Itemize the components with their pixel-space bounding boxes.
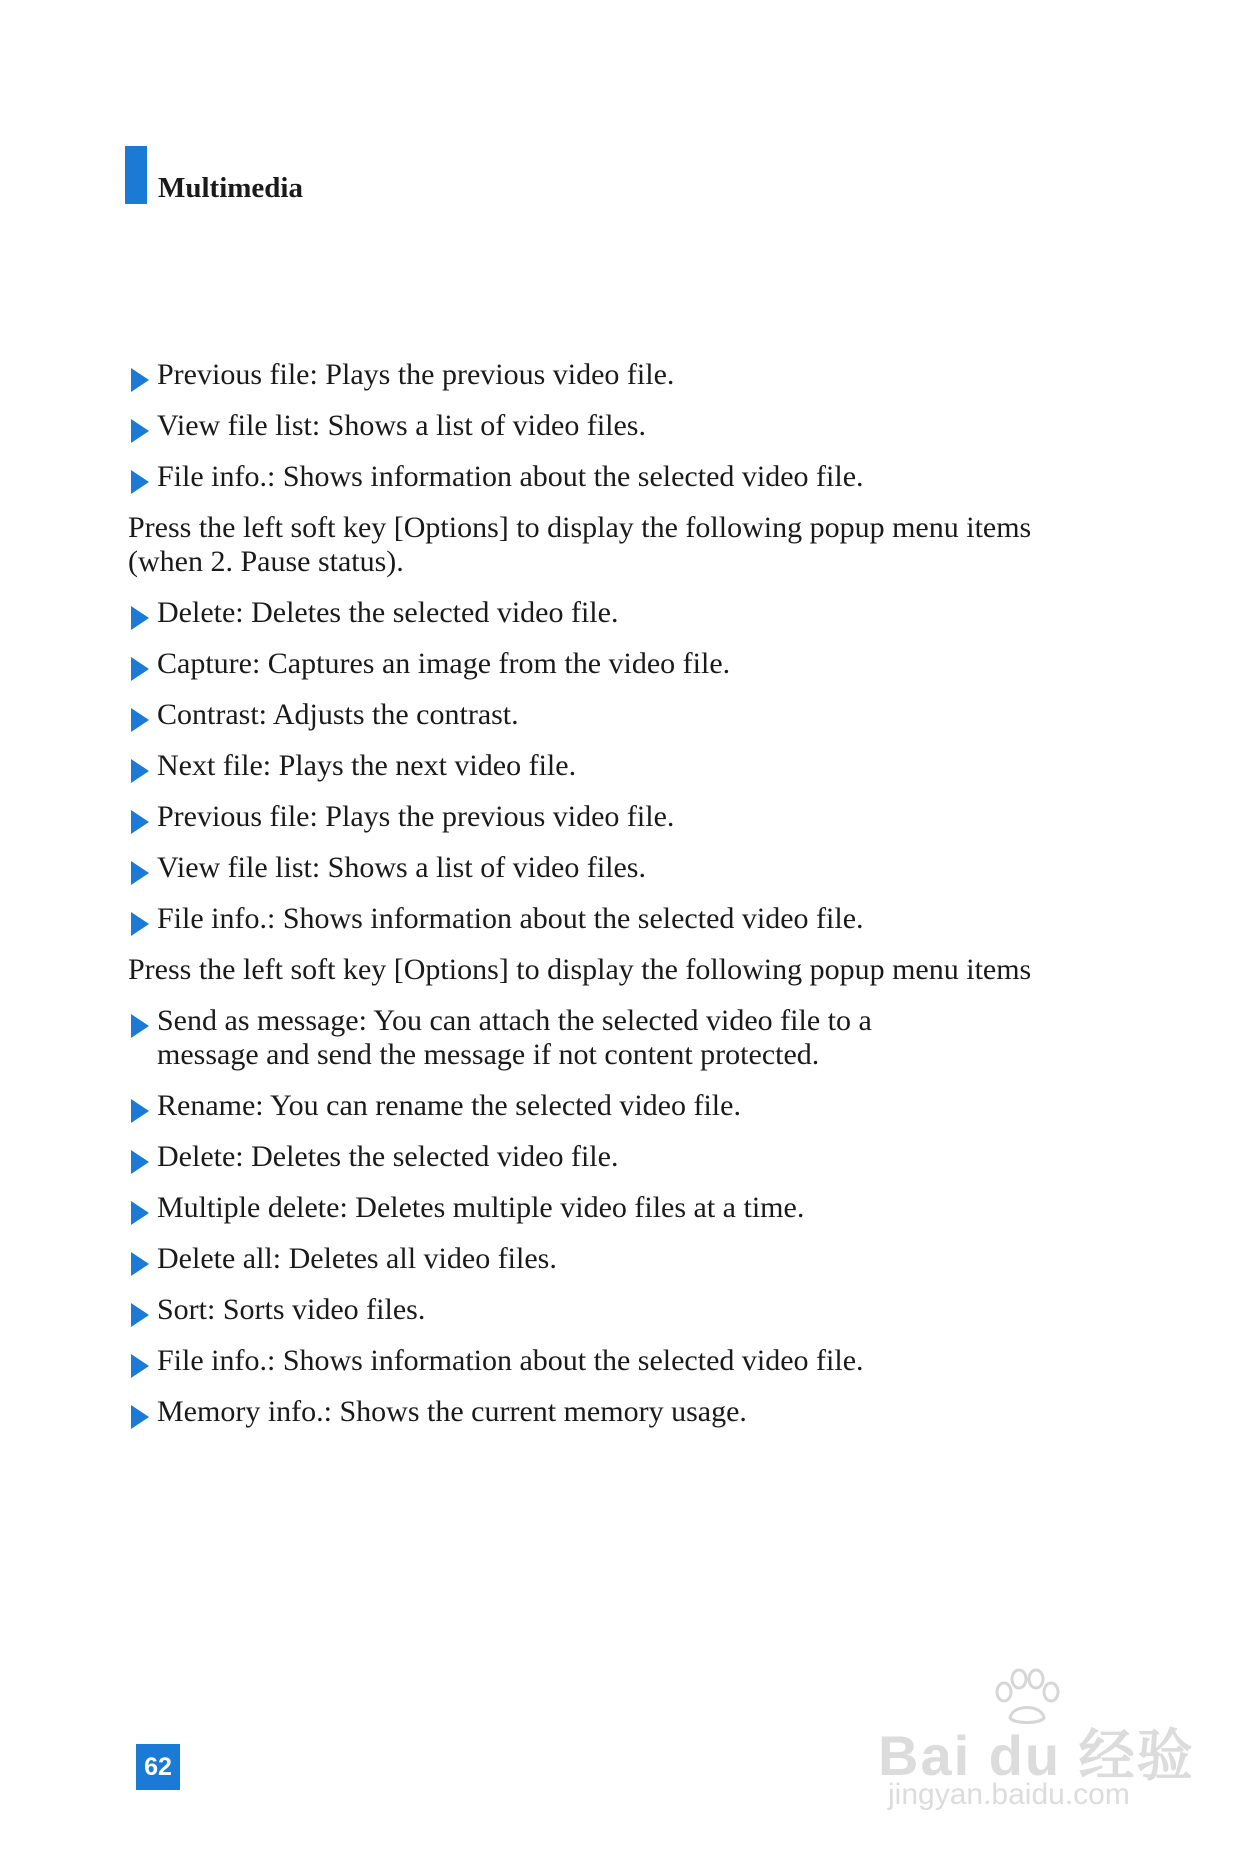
- list-item: [128, 647, 1088, 681]
- triangle-bullet-icon: [131, 657, 149, 681]
- list-item: [128, 851, 1088, 885]
- triangle-bullet-icon: [131, 759, 149, 783]
- body-content: [128, 358, 1088, 1446]
- triangle-bullet-icon: [131, 1303, 149, 1327]
- list-item: [128, 1395, 1088, 1429]
- triangle-bullet-icon: [131, 1150, 149, 1174]
- list-item: [128, 800, 1088, 834]
- list-item: [128, 749, 1088, 783]
- list-item-text: Memory info.: Shows the current memory usage.: [157, 1395, 747, 1428]
- list-item: [128, 409, 1088, 443]
- list-item: [128, 1089, 1088, 1123]
- list-item: [128, 358, 1088, 392]
- triangle-bullet-icon: [131, 708, 149, 732]
- triangle-bullet-icon: [131, 1099, 149, 1123]
- list-item-text: Contrast: Adjusts the contrast.: [157, 698, 519, 731]
- list-item: [128, 1293, 1088, 1327]
- triangle-bullet-icon: [131, 1014, 149, 1038]
- section-title: Multimedia: [158, 172, 303, 204]
- list-item: [128, 1242, 1088, 1276]
- watermark: [878, 1668, 1195, 1818]
- list-item-text: Sort: Sorts video files.: [157, 1293, 426, 1326]
- triangle-bullet-icon: [131, 1405, 149, 1429]
- list-item: [128, 902, 1088, 936]
- paragraph: Press the left soft key [Options] to display the following popup menu items: [128, 511, 1032, 544]
- watermark-url: jingyan.baidu.com: [888, 1778, 1130, 1811]
- list-item-text: Delete: Deletes the selected video file.: [157, 1140, 619, 1173]
- triangle-bullet-icon: [131, 1252, 149, 1276]
- list-item-text: Previous file: Plays the previous video file.: [157, 358, 675, 391]
- list-item-text: Send as message: You can attach the selected video file to a message and send the message if not content protected.: [157, 1004, 872, 1071]
- list-item-text: File info.: Shows information about the selected video file.: [157, 1344, 864, 1377]
- list-item-text: Next file: Plays the next video file.: [157, 749, 577, 782]
- list-item-text: View file list: Shows a list of video files.: [157, 409, 646, 442]
- section-header: [125, 146, 525, 206]
- list-item-text: Rename: You can rename the selected video file.: [157, 1089, 741, 1122]
- triangle-bullet-icon: [131, 810, 149, 834]
- list-item-text: File info.: Shows information about the selected video file.: [157, 460, 864, 493]
- page-number: 62: [136, 1744, 180, 1790]
- triangle-bullet-icon: [131, 861, 149, 885]
- section-marker-bar: [125, 146, 147, 204]
- list-item: [128, 1140, 1088, 1174]
- list-item-text: Multiple delete: Deletes multiple video files at a time.: [157, 1191, 805, 1224]
- triangle-bullet-icon: [131, 470, 149, 494]
- list-item-text: Previous file: Plays the previous video file.: [157, 800, 675, 833]
- list-item: [128, 1191, 1088, 1225]
- triangle-bullet-icon: [131, 1201, 149, 1225]
- triangle-bullet-icon: [131, 912, 149, 936]
- paragraph: Press the left soft key [Options] to display the following popup menu items: [128, 953, 1032, 986]
- list-item-text: Delete: Deletes the selected video file.: [157, 596, 619, 629]
- triangle-bullet-icon: [131, 606, 149, 630]
- list-item: [128, 460, 1088, 494]
- list-item: [128, 698, 1088, 732]
- list-item: [128, 1344, 1088, 1378]
- list-item: [128, 596, 1088, 630]
- paragraph: (when 2. Pause status).: [128, 545, 404, 578]
- list-item-text: Capture: Captures an image from the video file.: [157, 647, 731, 680]
- list-item-text: Delete all: Deletes all video files.: [157, 1242, 557, 1275]
- list-item-text: File info.: Shows information about the selected video file.: [157, 902, 864, 935]
- list-item-text: View file list: Shows a list of video files.: [157, 851, 646, 884]
- watermark-logo: Bai du 经验: [878, 1724, 1195, 1787]
- triangle-bullet-icon: [131, 1354, 149, 1378]
- list-item: [128, 1004, 1088, 1072]
- triangle-bullet-icon: [131, 419, 149, 443]
- triangle-bullet-icon: [131, 368, 149, 392]
